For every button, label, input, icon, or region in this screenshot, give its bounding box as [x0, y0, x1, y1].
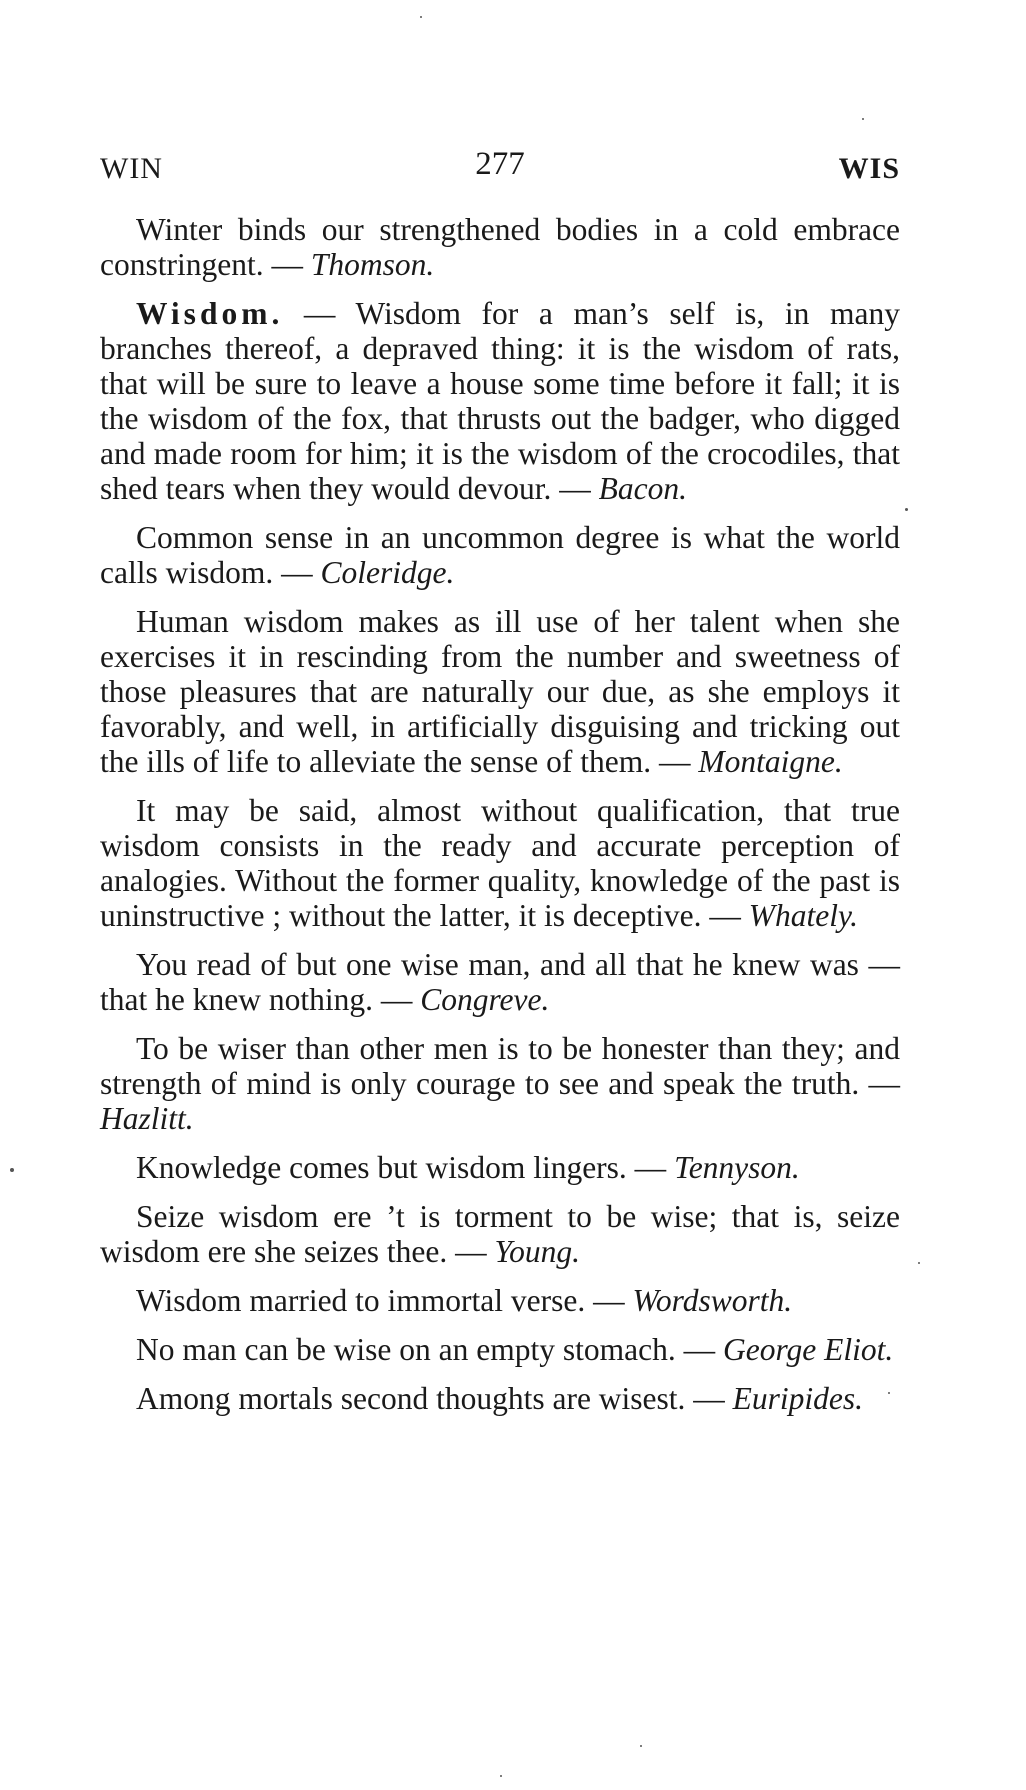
quotation-author: George Eliot. — [722, 1332, 894, 1367]
quotation-paragraph — [100, 604, 900, 779]
quotation-author: Coleridge. — [320, 555, 455, 590]
quotation-paragraph — [100, 1150, 900, 1185]
quotation-paragraph — [100, 296, 900, 506]
quotation-paragraph — [100, 1332, 900, 1367]
quotation-list — [100, 212, 900, 1430]
quotation-paragraph — [100, 520, 900, 590]
scan-speck — [888, 1392, 890, 1394]
quotation-text: Seize wisdom ere ’t is torment to be wise; that is, seize wisdom ere she seizes thee. — — [100, 1199, 900, 1269]
quotation-text: To be wiser than other men is to be honester than they; and strength of mind is only courage to see and speak the truth. — — [100, 1031, 900, 1101]
scan-speck — [500, 1775, 502, 1777]
scan-speck — [918, 1262, 920, 1264]
quotation-paragraph — [100, 1381, 900, 1416]
quotation-text: Human wisdom makes as ill use of her talent when she exercises it in rescinding from the number and sweetness of those pleasures that are naturally our due, as she employs it favorably, and well, in artificially disguising and tricking out the ills of life to alleviate the sense of them. — — [100, 604, 900, 779]
scan-speck — [10, 1168, 14, 1172]
quotation-text: Wisdom married to immortal verse. — — [136, 1283, 633, 1318]
quotation-text: It may be said, almost without qualification, that true wisdom consists in the ready and accurate perception of analogies. Without the former quality, knowledge of the past is uninstructive ; without the latter, it is deceptive. — — [100, 793, 900, 933]
quotation-author: Bacon. — [598, 471, 688, 506]
quotation-author: Young. — [494, 1234, 581, 1269]
page-number: 277 — [475, 146, 525, 182]
scan-speck — [905, 508, 908, 511]
quotation-author: Tennyson. — [674, 1150, 800, 1185]
scan-speck — [640, 1745, 642, 1747]
quotation-text: Winter binds our strengthened bodies in a cold embrace constringent. — — [100, 212, 900, 282]
header-right-catchword: WIS — [838, 152, 900, 185]
quotation-author: Hazlitt. — [100, 1101, 194, 1136]
quotation-paragraph — [100, 1031, 900, 1136]
quotation-paragraph — [100, 947, 900, 1017]
scan-speck — [862, 118, 864, 120]
scan-speck — [420, 16, 422, 18]
quotation-paragraph — [100, 1199, 900, 1269]
quotation-paragraph — [100, 1283, 900, 1318]
quotation-text: Knowledge comes but wisdom lingers. — — [136, 1150, 675, 1185]
quotation-paragraph — [100, 212, 900, 282]
quotation-text: Common sense in an uncommon degree is what the world calls wisdom. — — [100, 520, 900, 590]
quotation-text: You read of but one wise man, and all that he knew was — that he knew nothing. — — [100, 947, 900, 1017]
quotation-paragraph — [100, 793, 900, 933]
quotation-author: Euripides. — [732, 1381, 864, 1416]
quotation-author: Congreve. — [420, 982, 550, 1017]
quotation-text: Among mortals second thoughts are wisest. — — [136, 1381, 733, 1416]
quotation-author: Whately. — [748, 898, 859, 933]
header-left-catchword: WIN — [100, 152, 163, 185]
topic-heading: Wisdom. — [136, 296, 284, 331]
running-header — [100, 146, 900, 190]
quotation-author: Thomson. — [310, 247, 435, 282]
quotation-author: Montaigne. — [698, 744, 843, 779]
quotation-text: No man can be wise on an empty stomach. — — [136, 1332, 723, 1367]
quotation-author: Wordsworth. — [632, 1283, 793, 1318]
quotation-text: — Wisdom for a man’s self is, in many branches thereof, a depraved thing: it is the wisdom of rats, that will be sure to leave a house some time before it fall; it is the wisdom of the fox, that thrusts out the badger, who digged and made room for him; it is the wisdom of the crocodiles, that shed tears when they would devour. — — [100, 296, 900, 506]
